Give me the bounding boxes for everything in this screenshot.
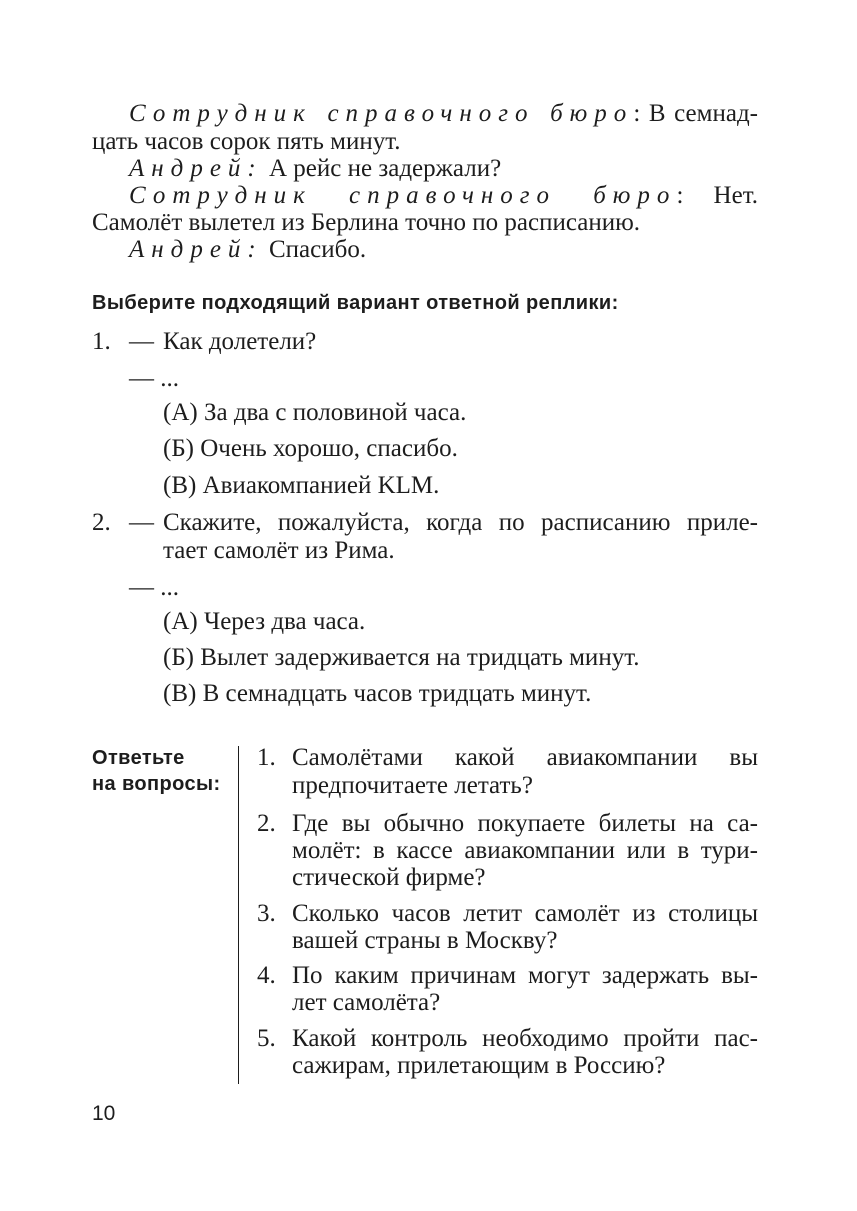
answer-questions-label: Ответьте [92, 747, 185, 769]
answer-option: (А) За два с половиной часа. [163, 399, 467, 426]
question-text: Как долетели? [163, 328, 317, 355]
question-line: Какой контроль необходимо пройти пас- [292, 1025, 758, 1052]
question-line: вашей страны в Москву? [292, 927, 558, 954]
question-line: молёт: в кассе авиакомпании или в тури- [292, 837, 758, 864]
question-number: 1. [257, 744, 276, 771]
reply-placeholder: — ... [129, 365, 179, 392]
question-number: 1. [92, 328, 111, 355]
dialogue-line-4 [129, 181, 758, 211]
speaker-name: Сотрудник справочного бюро [129, 182, 677, 209]
question-text: тает самолёт из Рима. [163, 537, 395, 564]
question-number: 2. [92, 509, 111, 536]
answer-option: (Б) Очень хорошо, спасибо. [163, 435, 458, 462]
question-line: Самолётами какой авиакомпании вы [292, 744, 758, 771]
dialogue-line-1 [129, 99, 758, 129]
question-line: лет самолёта? [292, 989, 441, 1016]
question-line: предпочитаете летать? [292, 772, 533, 799]
answer-option: (В) В семнадцать часов тридцать минут. [163, 680, 592, 707]
answer-questions-label: на вопросы: [92, 773, 221, 795]
question-line: сажирам, прилетающим в Россию? [292, 1052, 666, 1079]
question-text: Скажите, пожалуйста, когда по расписанию приле- [163, 509, 758, 536]
speaker-name: Андрей: [129, 236, 263, 263]
dialogue-text: : В семнад- [633, 100, 758, 127]
exercise-heading: Выберите подходящий вариант ответной реплики: [92, 292, 619, 314]
answer-option: (Б) Вылет задерживается на тридцать минут. [163, 644, 640, 671]
speaker-name: Сотрудник справочного бюро [129, 100, 634, 127]
question-line: стической фирме? [292, 864, 486, 891]
question-line: По каким причинам могут задержать вы- [292, 962, 758, 989]
vertical-divider [238, 746, 239, 1084]
question-number: 4. [257, 962, 276, 989]
question-number: 5. [257, 1025, 276, 1052]
dialogue-text: Спасибо. [262, 236, 367, 263]
reply-placeholder: — ... [129, 574, 179, 601]
dialogue-line-5: Самолёт вылетел из Берлина точно по расписанию. [92, 209, 641, 236]
dialogue-text: : Нет. [676, 182, 758, 209]
dialogue-line-6 [129, 235, 366, 265]
question-dash: — [129, 328, 154, 355]
dialogue-line-3 [129, 154, 501, 184]
question-dash: — [129, 509, 154, 536]
answer-option: (А) Через два часа. [163, 608, 366, 635]
answer-option: (В) Авиакомпанией KLM. [163, 472, 440, 499]
dialogue-text: А рейс не задержали? [262, 155, 502, 182]
speaker-name: Андрей: [129, 155, 263, 182]
page-number: 10 [92, 1102, 116, 1125]
question-line: Где вы обычно покупаете билеты на са- [292, 810, 758, 837]
question-line: Сколько часов летит самолёт из столицы [292, 900, 758, 927]
dialogue-line-2: цать часов сорок пять минут. [92, 128, 401, 155]
question-number: 3. [257, 900, 276, 927]
question-number: 2. [257, 810, 276, 837]
